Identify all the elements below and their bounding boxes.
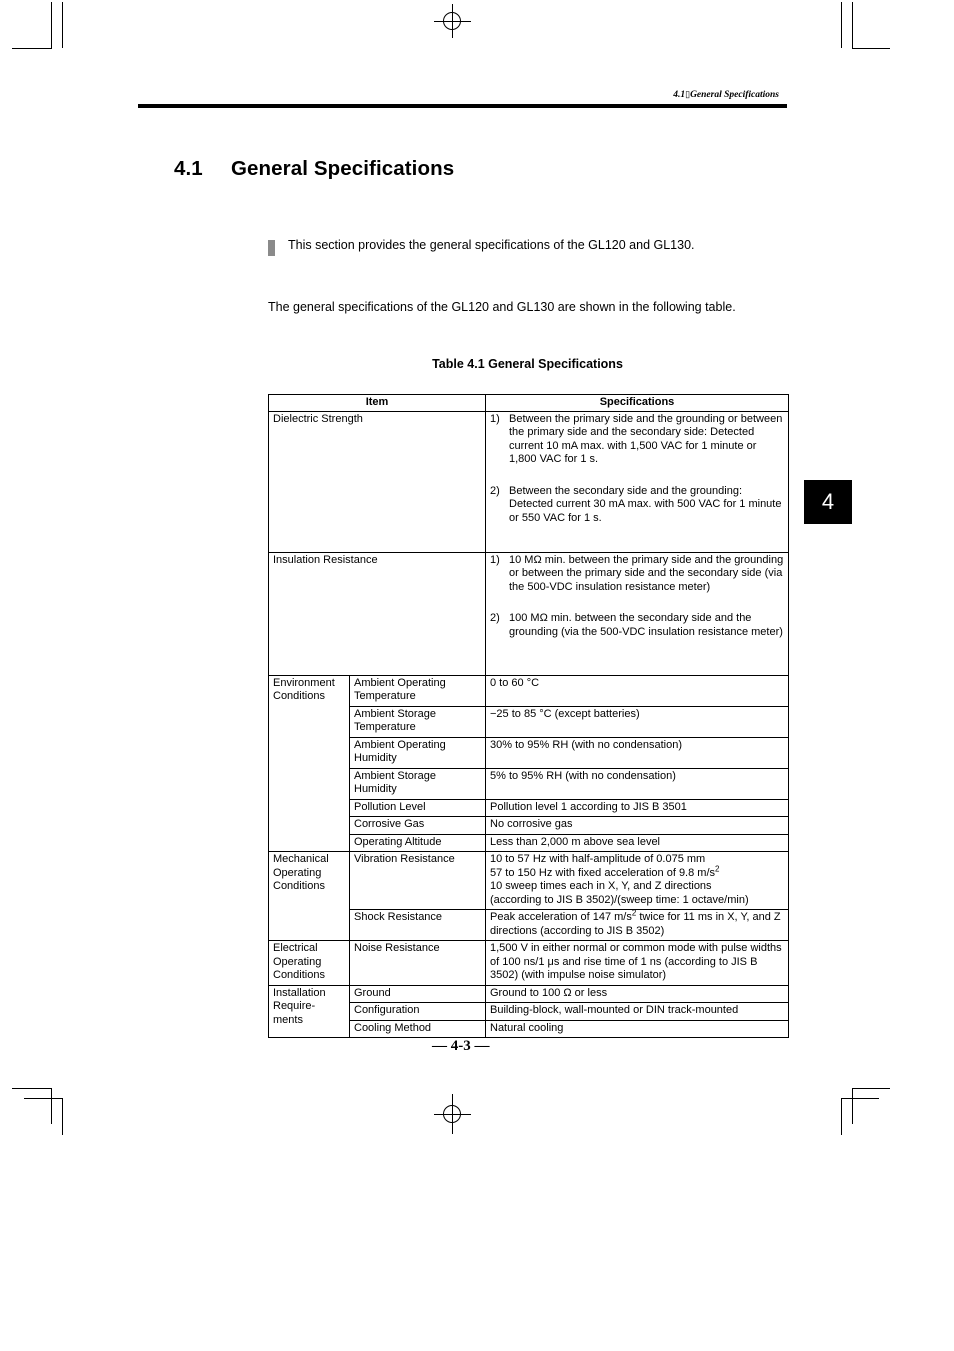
table-row <box>269 552 789 675</box>
chapter-tab: 4 <box>804 480 852 524</box>
group-cell: Installation Require-ments <box>269 985 350 1038</box>
intro-paragraph: The general specifications of the GL120 and GL130 are shown in the following table. <box>268 300 736 314</box>
spec-point: 1) 10 MΩ min. between the primary side and the grounding or between the primary side and the secondary side (via the 500-VDC insulation resistance meter) <box>490 553 784 593</box>
running-head <box>673 89 779 100</box>
spec-cell: −25 to 85 °C (except batteries) <box>486 706 789 737</box>
item-cell: Ambient Storage Temperature <box>350 706 486 737</box>
spec-line: 57 to 150 Hz with fixed acceleration of 9.8 $m/s^2$ <box>490 863 720 879</box>
header-rule <box>138 104 787 108</box>
spec-point-list <box>490 413 784 526</box>
header-specifications: Specifications <box>486 395 789 412</box>
spec-cell: 30% to 95% RH (with no condensation) <box>486 737 789 768</box>
spec-cell: Natural cooling <box>486 1020 789 1038</box>
summary-marker <box>268 240 275 256</box>
header-item: Item <box>269 395 486 412</box>
spec-line: 10 to 57 Hz with half-amplitude of 0.075 mm <box>490 853 706 865</box>
spec-cell: No corrosive gas <box>486 817 789 835</box>
spec-cell: Pollution level 1 according to JIS B 3501 <box>486 799 789 817</box>
spec-point: 2) Between the secondary side and the grounding: Detected current 30 mA max. with 500 VAC for 1 minute or 550 VAC for 1 s. <box>490 484 782 524</box>
item-cell: Configuration <box>350 1003 486 1021</box>
running-head-number: 4.1 <box>673 90 686 100</box>
section-heading <box>174 157 454 181</box>
running-head-title: General Specifications <box>690 90 779 100</box>
spec-cell: 5% to 95% RH (with no condensation) <box>486 768 789 799</box>
spec-cell: 0 to 60 °C <box>486 675 789 706</box>
item-cell: Operating Altitude <box>350 834 486 852</box>
spec-cell: Building-block, wall-mounted or DIN track-mounted <box>486 1003 789 1021</box>
table-row <box>269 411 789 552</box>
spec-cell <box>486 552 789 675</box>
item-cell: Vibration Resistance <box>350 852 486 910</box>
spec-cell: 1,500 V in either normal or common mode with pulse widths of 100 ns/1 μs and rise time of 1 ns (according to JIS B 3502) (with impulse noise simulator) <box>486 941 789 986</box>
page-number: — 4-3 — <box>432 1038 490 1054</box>
section-title: General Specifications <box>231 157 455 180</box>
spec-point: 1) Between the primary side and the grounding or between the primary side and the secondary side: Detected current 10 mA max. with 1,500 VAC for 1 minute or 1,800 VAC for 1 s. <box>490 412 783 465</box>
group-cell: Environment Conditions <box>269 675 350 852</box>
table-row <box>269 985 789 1003</box>
spec-cell: Ground to 100 Ω or less <box>486 985 789 1003</box>
item-cell: Shock Resistance <box>350 910 486 941</box>
item-cell: Cooling Method <box>350 1020 486 1038</box>
item-cell: Dielectric Strength <box>269 411 486 552</box>
spec-cell <box>486 411 789 552</box>
section-summary: This section provides the general specifications of the GL120 and GL130. <box>288 238 695 252</box>
item-cell: Ambient Storage Humidity <box>350 768 486 799</box>
spec-point-list <box>490 554 784 640</box>
running-head-separator: ▯ <box>685 89 691 99</box>
table-row <box>269 675 789 706</box>
group-cell: Electrical Operating Conditions <box>269 941 350 986</box>
spec-line: (according to JIS B 3502)/(sweep time: 1 octave/min) <box>490 893 749 906</box>
specifications-table <box>268 394 789 1038</box>
item-cell: Pollution Level <box>350 799 486 817</box>
table-header-row <box>269 395 789 412</box>
table-row <box>269 852 789 910</box>
spec-cell: Less than 2,000 m above sea level <box>486 834 789 852</box>
spec-line: 10 sweep times each in X, Y, and Z directions <box>490 880 712 892</box>
item-cell: Ambient Operating Humidity <box>350 737 486 768</box>
table-caption: Table 4.1 General Specifications <box>432 357 623 371</box>
spec-point: 2) 100 MΩ min. between the secondary side and the grounding (via the 500-VDC insulation resistance meter) <box>490 612 783 638</box>
item-cell: Insulation Resistance <box>269 552 486 675</box>
item-cell: Corrosive Gas <box>350 817 486 835</box>
spec-cell: Peak acceleration of 147 $m/s^2$ twice for 11 ms in X, Y, and Z directions (according to JIS B 3502) <box>486 910 789 941</box>
item-cell: Noise Resistance <box>350 941 486 986</box>
section-number: 4.1 <box>174 157 203 180</box>
group-cell: Mechanical Operating Conditions <box>269 852 350 941</box>
item-cell: Ambient Operating Temperature <box>350 675 486 706</box>
item-cell: Ground <box>350 985 486 1003</box>
spec-cell <box>486 852 789 910</box>
table-row <box>269 941 789 986</box>
